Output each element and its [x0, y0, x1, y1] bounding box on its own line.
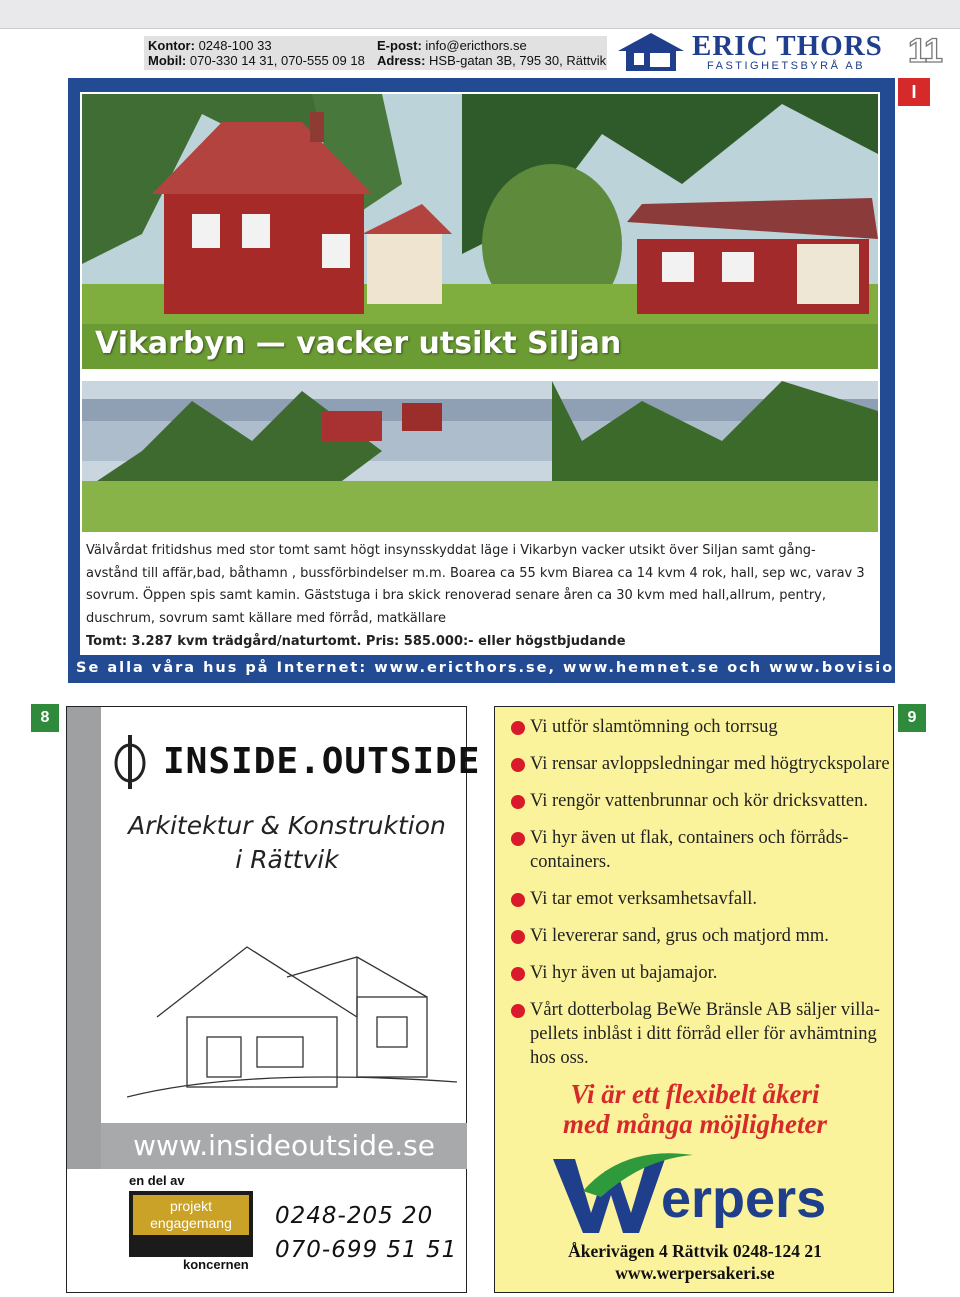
ad-phone-1: 0248-205 20 — [275, 1203, 434, 1229]
bullet-dot-icon — [511, 1004, 525, 1018]
epost-label: E-post: — [377, 38, 422, 53]
mobil-label: Mobil: — [148, 53, 187, 68]
werpers-logo-icon — [553, 1151, 829, 1239]
contact-box — [144, 36, 607, 70]
ad-subtitle: Arkitektur & Konstruktion — [128, 811, 446, 840]
bullet-text: Vi utför slamtömning och torrsug — [530, 717, 778, 737]
service-bullet — [511, 826, 848, 874]
description-line: Välvårdat fritidshus med stor tomt samt högt insynsskyddat läge i Vikarbyn vacker utsikt över Siljan samt gång- — [86, 543, 816, 558]
view-photo — [82, 381, 878, 532]
ad-marker-right: 9 — [898, 704, 926, 732]
projekt-engagemang-logo — [129, 1191, 253, 1257]
part-of-label: en del av — [129, 1173, 185, 1188]
bullet-text-cont: containers. — [530, 852, 611, 872]
house-sketch-icon — [127, 907, 457, 1117]
ad-phone-2: 070-699 51 51 — [275, 1237, 458, 1263]
bullet-text: Vårt dotterbolag BeWe Bränsle AB säljer villa- — [530, 1000, 880, 1020]
badge-text: projekt engagemang — [133, 1195, 249, 1235]
slogan-line-1: Vi är ett flexibelt åkeri — [570, 1079, 820, 1109]
service-bullet — [511, 998, 880, 1070]
bullet-text: Vi levererar sand, grus och matjord mm. — [530, 926, 829, 946]
bullet-text: Vi rengör vattenbrunnar och kör dricksvatten. — [530, 791, 868, 811]
ad-title: INSIDE.OUTSIDE — [163, 741, 481, 782]
bullet-text: Vi tar emot verksamhetsavfall. — [530, 889, 757, 909]
brand-name: ERIC THORS — [692, 30, 883, 62]
service-bullet — [511, 887, 757, 911]
brand-subtitle: FASTIGHETSBYRÅ AB — [707, 60, 866, 72]
service-bullet — [511, 961, 717, 985]
service-bullet — [511, 715, 778, 739]
compass-logo-icon — [111, 731, 149, 791]
werpers-ad — [494, 706, 894, 1293]
house-logo-icon — [616, 31, 686, 73]
adress-label: Adress: — [377, 53, 426, 68]
description-line: sovrum. Öppen spis samt kamin. Gäststuga i bra skick renoverad senare åren ca 30 kvm med hall,allrum, pentry, — [86, 588, 826, 603]
price-line: Tomt: 3.287 kvm trädgård/naturtomt. Pris: 585.000:- eller högstbjudande — [86, 634, 626, 649]
bullet-dot-icon — [511, 930, 525, 944]
adress-value: HSB-gatan 3B, 795 30, Rättvik — [429, 53, 607, 68]
description-line: duschrum, sovrum samt källare med förråd, matkällare — [86, 610, 447, 626]
ad-side-stripe — [67, 707, 101, 1169]
bullet-text: Vi hyr även ut flak, containers och förråds- — [530, 828, 849, 848]
bullet-dot-icon — [511, 832, 525, 846]
bullet-dot-icon — [511, 758, 525, 772]
ad-marker-left: 8 — [31, 704, 59, 732]
inside-outside-ad — [66, 706, 481, 1293]
bullet-text: Vi hyr även ut bajamajor. — [530, 963, 718, 983]
service-bullet — [511, 752, 890, 776]
description-line: avstånd till affär,bad, båthamn , bussförbindelser m.m. Boarea ca 55 kvm Biarea ca 14 kvm 4 rok, hall, sep wc, varav 3 — [86, 565, 865, 581]
bullet-text-cont: pellets inblåst i ditt förråd eller för avhämtning — [530, 1024, 877, 1044]
ad-subtitle-location: i Rättvik — [235, 845, 339, 874]
section-tag: I — [898, 78, 930, 106]
bullet-text-cont: hos oss. — [530, 1048, 589, 1068]
bullet-dot-icon — [511, 795, 525, 809]
mobil-value: 070-330 14 31, 070-555 09 18 — [189, 53, 365, 68]
werpers-wordmark: erpers — [661, 1169, 827, 1229]
bullet-dot-icon — [511, 893, 525, 907]
listing-description — [86, 540, 871, 654]
epost-row — [377, 38, 527, 53]
company-address: Åkerivägen 4 Rättvik 0248-124 21 — [568, 1241, 822, 1261]
mobil-row — [148, 53, 365, 68]
kontor-row — [148, 38, 272, 53]
listing-headline: Vikarbyn — vacker utsikt Siljan — [95, 326, 622, 361]
kontor-value: 0248-100 33 — [198, 38, 272, 53]
top-strip — [0, 0, 960, 28]
kontor-label: Kontor: — [148, 38, 195, 53]
bullet-dot-icon — [511, 721, 525, 735]
epost-value[interactable]: info@ericthors.se — [425, 38, 527, 53]
service-bullet — [511, 789, 868, 813]
listing-footer-links[interactable]: Se alla våra hus på Internet: www.ericthors.se, www.hemnet.se och www.bovision.se — [76, 660, 937, 676]
bullet-text: Vi rensar avloppsledningar med högtryckspolare — [530, 754, 890, 774]
ad-website[interactable]: www.insideoutside.se — [133, 1129, 435, 1162]
page-number: 11 — [908, 32, 942, 70]
adress-row — [377, 53, 606, 68]
service-bullet — [511, 924, 829, 948]
bullet-dot-icon — [511, 967, 525, 981]
koncernen-label: koncernen — [183, 1257, 249, 1272]
slogan-line-2: med många möjligheter — [562, 1109, 827, 1139]
company-website[interactable]: www.werpersakeri.se — [615, 1263, 775, 1283]
